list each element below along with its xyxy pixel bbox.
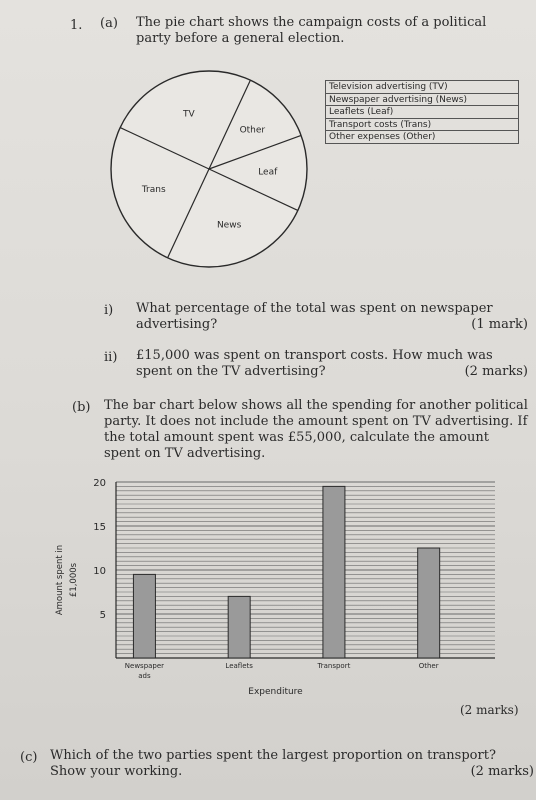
x-tick-transport: Transport: [317, 662, 351, 670]
x-tick-newspaper-ads: Newspaper: [124, 662, 165, 670]
sub-ii-label: ii): [104, 350, 118, 365]
bar-leaflets: [228, 596, 250, 658]
part-c-marks: (2 marks): [470, 764, 534, 779]
legend-item-tv: Television advertising (TV): [326, 81, 518, 94]
legend-item-trans: Transport costs (Trans): [326, 119, 518, 132]
y-tick-20: 20: [93, 478, 106, 489]
part-b-marks: (2 marks): [460, 703, 519, 717]
bar-transport: [323, 486, 345, 658]
sub-i-marks: (1 mark): [471, 317, 528, 332]
bar-other: [418, 548, 440, 658]
sub-i-label: i): [104, 303, 114, 318]
part-c-text: Which of the two parties spent the largest proportion on transport? Show your working.: [50, 748, 496, 779]
part-b-text: The bar chart below shows all the spending for another political party. It does not include the amount spent on TV advertising. If the total amount spent was £55,000, calculate the amount spent on TV advertising.: [104, 398, 528, 461]
sub-i-question: [136, 301, 528, 333]
x-tick-newspaper-ads-line2: ads: [138, 672, 151, 680]
part-b-label: (b): [72, 400, 91, 415]
pie-legend: [325, 80, 519, 144]
y-axis-label-line2: £1,000s: [69, 562, 79, 598]
pie-slice-label-trans: Trans: [141, 185, 166, 196]
pie-slice-label-other: Other: [239, 125, 266, 136]
part-c-label: (c): [20, 750, 38, 765]
bar-newspaper-ads: [133, 574, 155, 658]
part-a-text: The pie chart shows the campaign costs of a political party before a general election.: [136, 15, 487, 46]
sub-ii-marks: (2 marks): [464, 364, 528, 379]
sub-ii-question: [136, 348, 528, 380]
question-number: 1.: [70, 18, 83, 33]
legend-item-news: Newspaper advertising (News): [326, 94, 518, 107]
legend-item-leaf: Leaflets (Leaf): [326, 106, 518, 119]
part-c-question: [50, 748, 534, 780]
y-tick-5: 5: [99, 610, 106, 621]
y-tick-10: 10: [93, 566, 106, 577]
y-tick-15: 15: [93, 522, 106, 533]
pie-chart: [108, 68, 310, 270]
bar-chart: [40, 470, 510, 700]
legend-item-other: Other expenses (Other): [329, 132, 436, 143]
x-tick-other: Other: [418, 662, 439, 670]
part-a-label: (a): [100, 16, 118, 31]
sub-i-text: What percentage of the total was spent on newspaper advertising?: [136, 301, 493, 332]
y-axis-label-line1: Amount spent in: [55, 544, 65, 616]
pie-slice-label-leaf: Leaf: [258, 167, 278, 178]
x-tick-leaflets: Leaflets: [225, 662, 253, 670]
x-axis-label: Expenditure: [248, 687, 303, 697]
sub-ii-text: £15,000 was spent on transport costs. How much was spent on the TV advertising?: [136, 348, 493, 379]
pie-slice-label-tv: TV: [183, 109, 195, 120]
pie-slice-label-news: News: [216, 220, 242, 231]
